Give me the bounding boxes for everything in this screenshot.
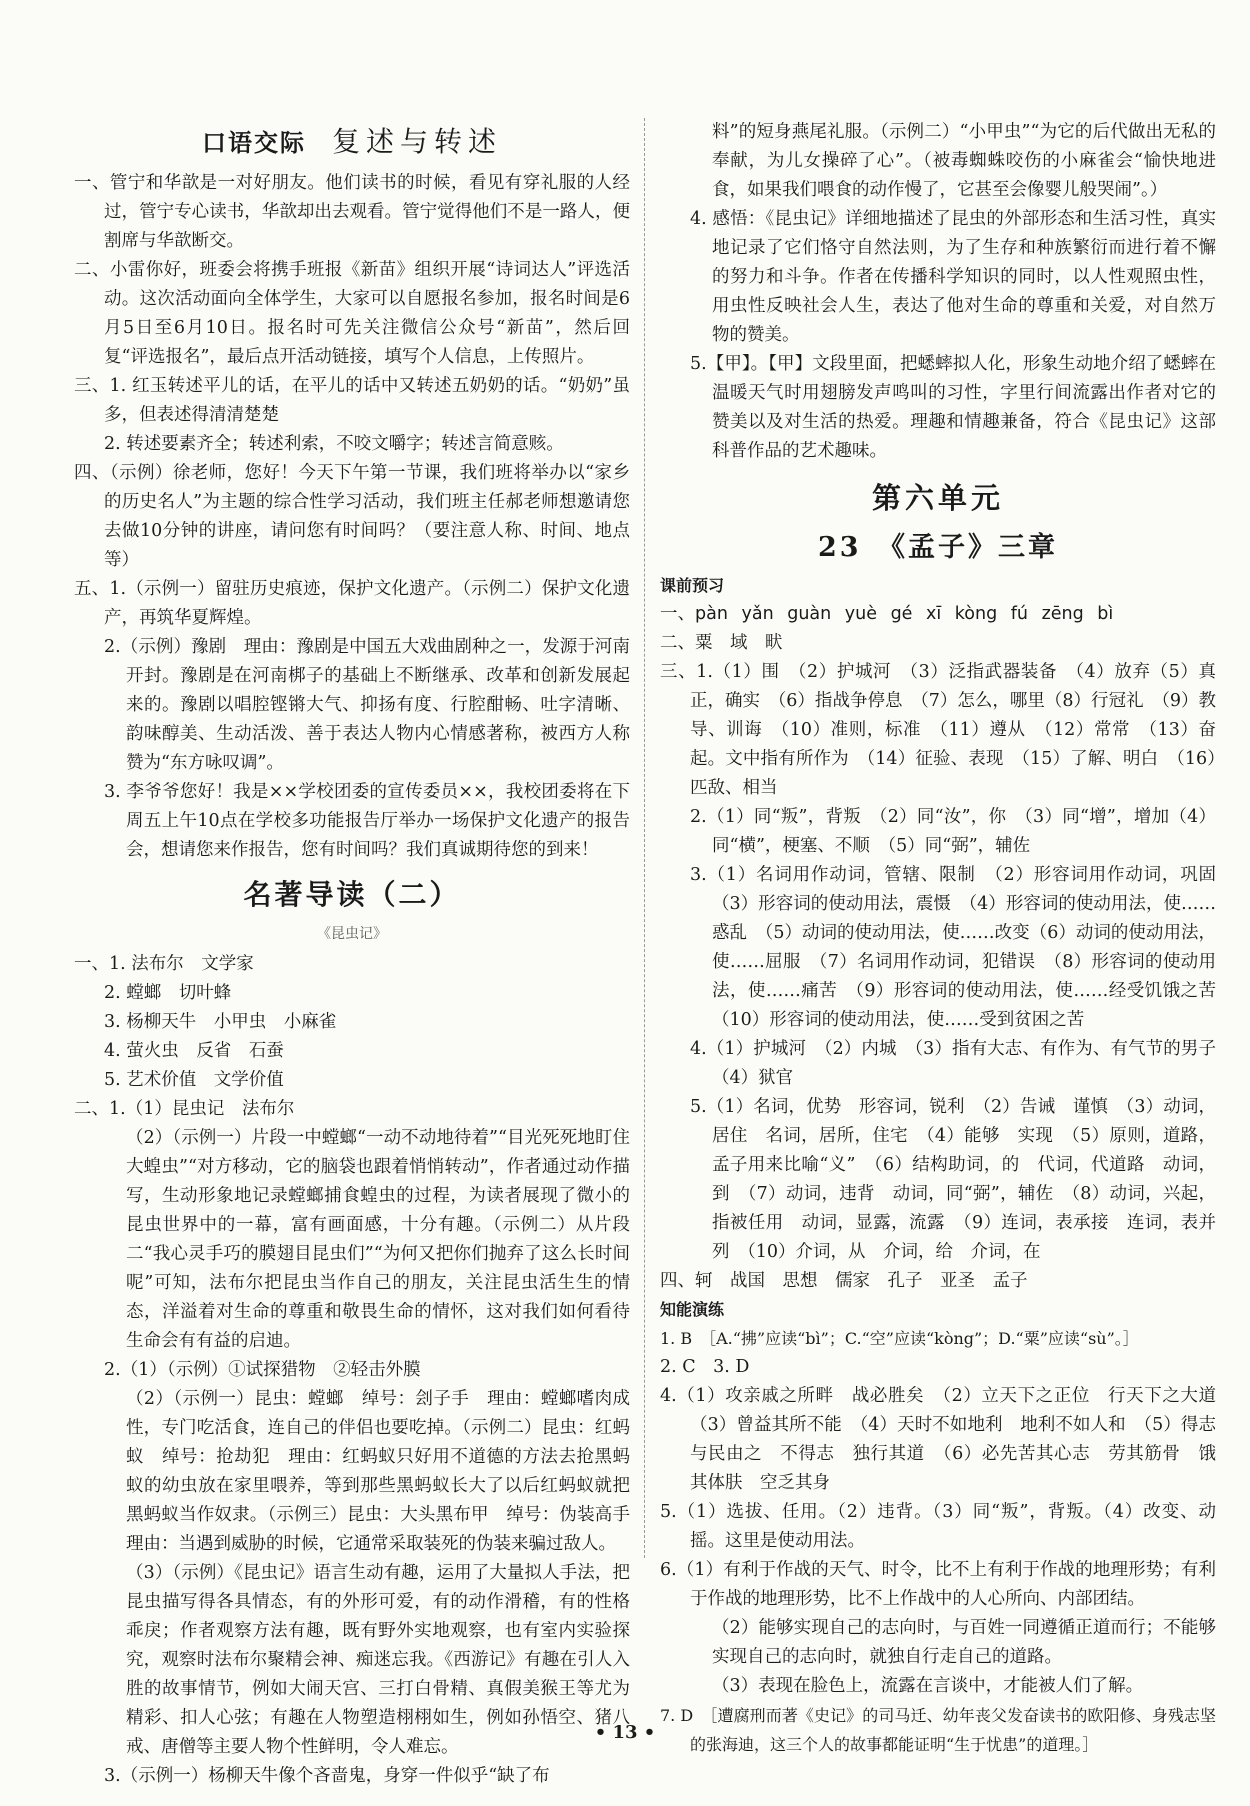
answer-paragraph: 五、1.（示例一）留驻历史痕迹，保护文化遗产。（示例二）保护文化遗产，再筑华夏辉煌。 [74, 579, 630, 628]
answer-paragraph: 4. 感悟：《昆虫记》详细地描述了昆虫的外部形态和生活习性，真实地记录了它们恪守自然法则，为了生存和种族繁衍而进行着不懈的努力和斗争。作者在传播科学知识的同时，以人性观照虫性，用虫性反映社会人生，表达了他对生命的尊重和关爱，对自然万物的赞美。 [690, 209, 1216, 345]
answer-paragraph: 2.（1）同“叛”，背叛 （2）同“汝”，你 （3）同“增”，增加（4）同“横”，梗塞、不顺 （5）同“弼”，辅佐 [690, 807, 1216, 856]
column-divider [644, 118, 645, 1558]
answer-paragraph: 5. 艺术价值 文学价值 [104, 1070, 284, 1090]
answer-paragraph: 7. D ［遭腐刑而著《史记》的司马迁、幼年丧父发奋读书的欧阳修、身残志坚的张海迪，这三个人的故事都能证明“生于忧患”的道理。］ [660, 1706, 1216, 1754]
answer-paragraph: 二、小雷你好，班委会将携手班报《新苗》组织开展“诗词达人”评选活动。这次活动面向全体学生，大家可以自愿报名参加，报名时间是6月5日至6月10日。报名时可先关注微信公众号“新苗”，然后回复“评选报名”，最后点开活动链接，填写个人信息，上传照片。 [74, 260, 630, 367]
answer-paragraph: 2.（1）（示例）①试探猎物 ②轻击外膜 [104, 1360, 421, 1380]
answer-paragraph: 料”的短身燕尾礼服。（示例二）“小甲虫”“为它的后代做出无私的奉献，为儿女操碎了心”。（被毒蜘蛛咬伤的小麻雀会“愉快地进食，如果我们喂食的动作慢了，它甚至会像婴儿般哭闹”。） [712, 122, 1216, 200]
answer-paragraph: （2）能够实现自己的志向时，与百姓一同遵循正道而行；不能够实现自己的志向时，就独自行走自己的道路。 [712, 1618, 1216, 1667]
answer-paragraph: （3）表现在脸色上，流露在言谈中，才能被人们了解。 [712, 1676, 1144, 1696]
right-column [660, 118, 1234, 1759]
answer-paragraph: 2. C 3. D [660, 1357, 750, 1377]
answer-paragraph: 3. 杨柳天牛 小甲虫 小麻雀 [104, 1012, 337, 1032]
answer-paragraph: 二、粟 域 畎 [660, 633, 783, 653]
answer-paragraph: 5.（1）选拔、任用。（2）违背。（3）同“叛”，背叛。（4）改变、动摇。这里是使动用法。 [660, 1502, 1216, 1551]
answer-paragraph: 2. 螳螂 切叶蜂 [104, 983, 232, 1003]
answer-paragraph: （3）（示例）《昆虫记》语言生动有趣，运用了大量拟人手法，把昆虫描写得各具情态，有的外形可爱，有的动作滑稽，有的性格乖戾；作者观察方法有趣，既有野外实地观察，也有室内实验探究，观察时法布尔聚精会神、痴迷忘我。《西游记》有趣在引人入胜的故事情节，例如大闹天宫、三打白骨精、真假美猴王等尤为精彩、扣人心弦；有趣在人物塑造栩栩如生，例如孙悟空、猪八戒、唐僧等主要人物个性鲜明，令人难忘。 [126, 1563, 630, 1757]
answer-paragraph: 4.（1）护城河 （2）内城 （3）指有大志、有作为、有气节的男子 （4）狱官 [690, 1039, 1234, 1088]
answer-paragraph: 一、1. 法布尔 文学家 [74, 954, 254, 974]
section-title-oral-topic: 复述与转述 [331, 125, 502, 158]
answer-paragraph: 4. 萤火虫 反省 石蚕 [104, 1041, 284, 1061]
answer-paragraph: 3. 李爷爷您好！我是××学校团委的宣传委员××，我校团委将在下周五上午10点在学校多功能报告厅举办一场保护文化遗产的报告会，想请您来作报告，您有时间吗？我们真诚期待您的到来！ [104, 782, 630, 860]
answer-paragraph: 6.（1）有利于作战的天气、时令，比不上有利于作战的地理形势；有利于作战的地理形势，比不上作战中的人心所向、内部团结。 [660, 1560, 1216, 1609]
answer-paragraph: 一、pàn yǎn guàn yuè gé xī kòng fú zēng bì [660, 604, 1114, 624]
answer-paragraph: 四、（示例）徐老师，您好！今天下午第一节课，我们班将举办以“家乡的历史名人”为主题的综合性学习活动，我们班主任郝老师想邀请您去做10分钟的讲座，请问您有时间吗？（要注意人称、时间、地点等） [74, 463, 630, 570]
answer-paragraph: 一、管宁和华歆是一对好朋友。他们读书的时候，看见有穿礼服的人经过，管宁专心读书，华歆却出去观看。管宁觉得他们不是一路人，便割席与华歆断交。 [74, 173, 630, 251]
answer-paragraph: 三、1. 红玉转述平儿的话，在平儿的话中又转述五奶奶的话。“奶奶”虽多，但表述得清清楚楚 [74, 376, 630, 425]
answer-paragraph: （2）（示例一）片段一中螳螂“一动不动地待着”“目光死死地盯住大蝗虫”“对方移动，它的脑袋也跟着悄悄转动”，作者通过动作描写，生动形象地记录螳螂捕食蝗虫的过程，为读者展现了微小的昆虫世界中的一幕，富有画面感，十分有趣。（示例二）从片段二“我心灵手巧的膜翅目昆虫们”“为何又把你们抛弃了这么长时间呢”可知，法布尔把昆虫当作自己的朋友，关注昆虫活生生的情态，洋溢着对生命的尊重和敬畏生命的情怀，这对我们如何看待生命会有有益的启迪。 [126, 1128, 630, 1351]
answer-paragraph: 4.（1）攻亲戚之所畔 战必胜矣 （2）立天下之正位 行天下之大道 （3）曾益其所不能 （4）天时不如地利 地利不如人和 （5）得志 与民由之 不得志 独行其道 （6）必先苦其心志 劳其筋骨 饿其体肤 空乏其身 [660, 1386, 1234, 1493]
answer-paragraph: 2.（示例）豫剧 理由：豫剧是中国五大戏曲剧种之一，发源于河南开封。豫剧是在河南梆子的基础上不断继承、改革和创新发展起来的。豫剧以唱腔铿锵大气、抑扬有度、行腔酣畅、吐字清晰、韵味醇美、生动活泼、善于表达人物内心情感著称，被西方人称赞为“东方咏叹调”。 [104, 637, 630, 773]
left-column [74, 118, 648, 1791]
answer-paragraph: 四、轲 战国 思想 儒家 孔子 亚圣 孟子 [660, 1271, 1028, 1291]
section-title-oral [74, 120, 630, 165]
answer-paragraph: 2. 转述要素齐全；转述利索，不咬文嚼字；转述言简意赅。 [104, 434, 564, 454]
section-label-preview: 课前预习 [660, 576, 725, 595]
lesson-title: 23 《孟子》三章 [817, 532, 1059, 563]
section-subtitle: 《昆虫记》 [317, 926, 387, 942]
answer-paragraph: 3.（示例一）杨柳天牛像个吝啬鬼，身穿一件似乎“缺了布 [104, 1766, 550, 1786]
answer-paragraph: 5.（1）名词，优势 形容词，锐利 （2）告诫 谨慎 （3）动词，居住 名词，居所，住宅 （4）能够 实现 （5）原则，道路，孟子用来比喻“义” （6）结构助词，的 代词，代道路 动词，到 （7）动词，违背 动词，同“弼”，辅佐 （8）动词，兴起，指被任用 动词，显露，流露 （9）连词，表承接 连词，表并列 （10）介词，从 介词，给 介词，在 [690, 1097, 1216, 1262]
answer-paragraph: （2）（示例一）昆虫：螳螂 绰号：刽子手 理由：螳螂嗜肉成性，专门吃活食，连自己的伴侣也要吃掉。（示例二）昆虫：红蚂蚁 绰号：抢劫犯 理由：红蚂蚁只好用不道德的方法去抢黑蚂蚁的幼虫放在家里喂养，等到那些黑蚂蚁长大了以后红蚂蚁就把黑蚂蚁当作奴隶。（示例三）昆虫：大头黑布甲 绰号：伪装高手 理由：当遇到威胁的时候，它通常采取装死的伪装来骗过敌人。 [126, 1389, 648, 1554]
answer-paragraph: 5.【甲】。【甲】文段里面，把蟋蟀拟人化，形象生动地介绍了蟋蟀在温暖天气时用翅膀发声鸣叫的习性，字里行间流露出作者对它的赞美以及对生活的热爱。理趣和情趣兼备，符合《昆虫记》这部科普作品的艺术趣味。 [690, 354, 1216, 461]
answer-paragraph: 1. B ［A.“拂”应读“bì”；C.“空”应读“kòng”；D.“粟”应读“sù”。］ [660, 1329, 1139, 1348]
page-number: • 13 • [594, 1722, 656, 1743]
section-label-drill: 知能演练 [660, 1300, 725, 1319]
answer-paragraph: 二、1.（1）昆虫记 法布尔 [74, 1099, 295, 1119]
section-title-oral-label: 口语交际 [201, 128, 306, 157]
answer-paragraph: 3.（1）名词用作动词，管辖、限制 （2）形容词用作动词，巩固 （3）形容词的使动用法，震慑 （4）形容词的使动用法，使……惑乱 （5）动词的使动用法，使……改变（6）动词的使动用法，使……屈服 （7）名词用作动词，犯错误 （8）形容词的使动用法，使……痛苦 （9）形容词的使动用法，使……经受饥饿之苦 （10）形容词的使动用法，使……受到贫困之苦 [690, 865, 1234, 1030]
section-title-classics [74, 873, 630, 918]
unit-title: 第六单元 [871, 481, 1004, 515]
section-title-classics-text: 名著导读（二） [243, 878, 461, 911]
answer-paragraph: 三、1.（1）围 （2）护城河 （3）泛指武器装备 （4）放弃（5）真正，确实 （6）指战争停息 （7）怎么，哪里（8）行冠礼 （9）教导、训诲 （10）准则，标准 （11）遵从 （12）常常 （13）奋起。文中指有所作为 （14）征验、表现 （15）了解、明白 （16）匹敌、相当 [660, 662, 1216, 798]
